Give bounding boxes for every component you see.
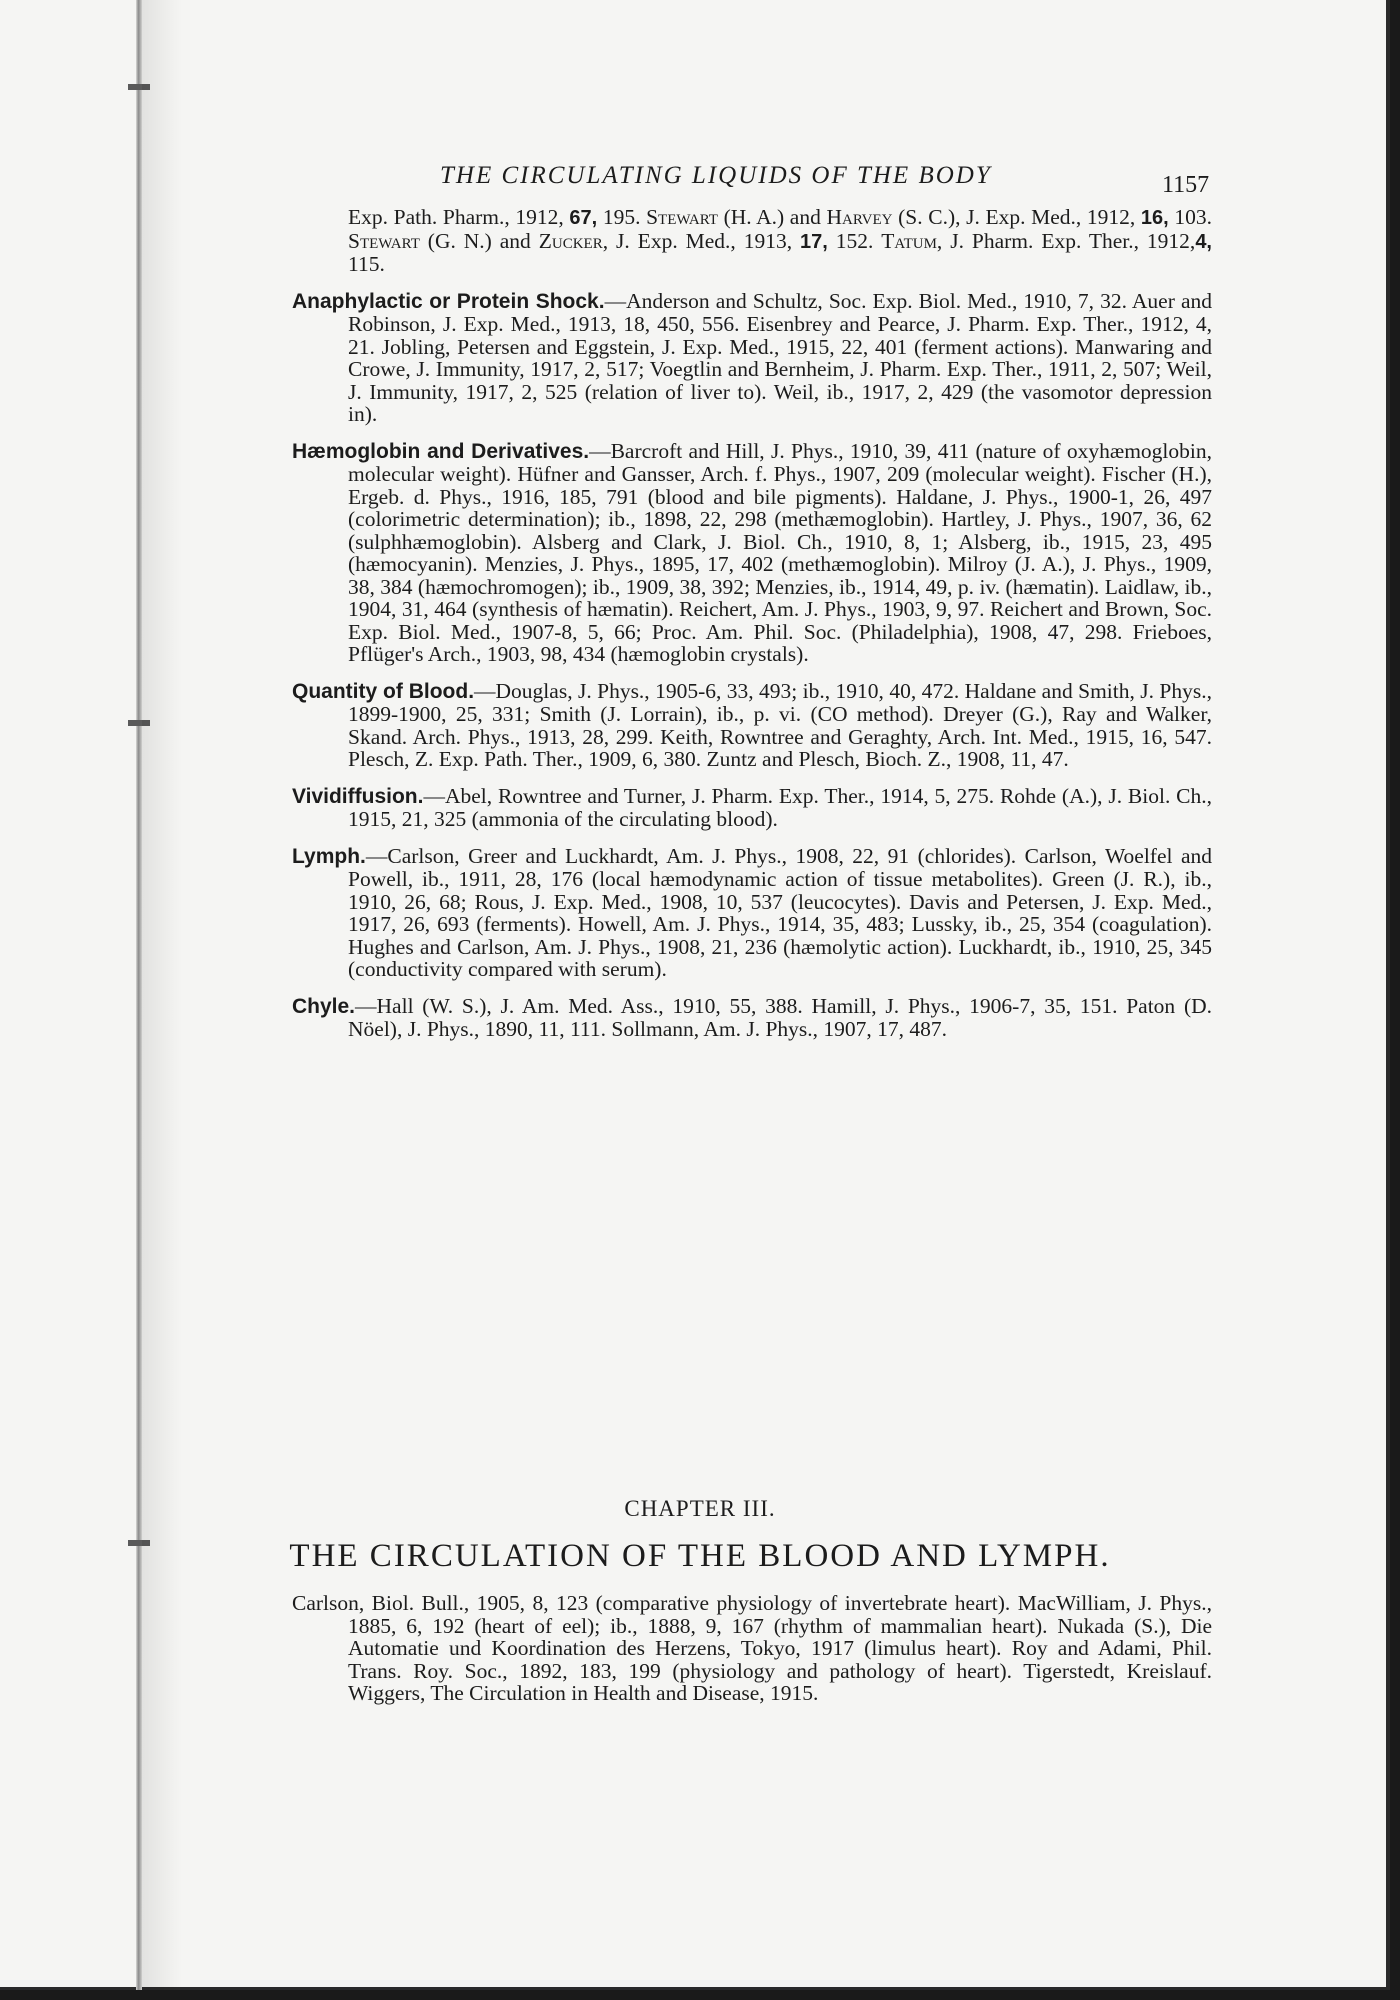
ref-volume: 16, — [1140, 207, 1169, 229]
ref-text: and — [784, 205, 827, 229]
chapter-reference-entry: Carlson, Biol. Bull., 1905, 8, 123 (comparative physiology of invertebrate heart). MacWilliam, J. Phys., 1885, 6, 192 (heart of eel); ib., 1888, 9, 167 (rhythm of mammalian heart). Nukada (S.), Die Automatie und Koordination des Herzens, Tokyo, 1917 (limulus heart). Roy and Adami, Phil. Trans. Roy. Soc., 1892, 183, 199 (physiology and pathology of heart). Tigerstedt, Kreislauf. Wiggers, The Circulation in Health and Disease, 1915. — [292, 1591, 1212, 1705]
reference-continuation — [292, 206, 1212, 276]
ref-volume: 17, — [800, 230, 828, 253]
section-body: —Anderson and Schultz, Soc. Exp. Biol. Med., 1910, 7, 32. Auer and Robinson, J. Exp. Med., 1913, 18, 450, 556. Eisenbrey and Pearce, J. Pharm. Exp. Ther., 1912, 4, 21. Jobling, Petersen and Eggstein, J. Exp. Med., 1915, 22, 401 (ferment actions). Manwaring and Crowe, J. Immunity, 1917, 2, 517; Voegtlin and Bernheim, J. Pharm. Exp. Ther., 1911, 2, 507; Weil, J. Immunity, 1917, 2, 525 (relation of liver to). Weil, ib., 1917, 2, 429 (the vasomotor depression in). — [348, 288, 1212, 426]
section-vividiffusion — [292, 785, 1212, 831]
ref-text: , J. Pharm. Exp. Ther., 1912, — [936, 228, 1196, 253]
ref-author: Stewart (G. N.) — [348, 228, 492, 253]
section-lymph — [292, 845, 1212, 981]
running-head: THE CIRCULATING LIQUIDS OF THE BODY — [440, 162, 992, 189]
section-heading: Quantity of Blood. — [292, 679, 475, 703]
ref-text: and — [491, 228, 539, 253]
section-quantity-of-blood — [292, 680, 1212, 771]
section-heading: Lymph. — [292, 844, 366, 868]
section-body: —Carlson, Greer and Luckhardt, Am. J. Phys., 1908, 22, 91 (chlorides). Carlson, Woelfel and Powell, ib., 1911, 28, 176 (local hæmodynamic action of tissue metabolites). Green (J. R.), ib., 1910, 26, 68; Rous, J. Exp. Med., 1908, 10, 537 (leucocytes). Davis and Petersen, J. Exp. Med., 1917, 26, 693 (ferments). Howell, Am. J. Phys., 1914, 35, 483; Lussky, ib., 25, 354 (coagulation). Hughes and Carlson, Am. J. Phys., 1908, 21, 236 (hæmolytic action). Luckhardt, ib., 1910, 25, 345 (conductivity compared with serum). — [348, 843, 1212, 981]
ref-volume: 67, — [569, 207, 598, 229]
section-heading: Vividiffusion. — [292, 784, 424, 808]
ref-author: Stewart (H. A.) — [646, 205, 785, 229]
section-body: —Douglas, J. Phys., 1905-6, 33, 493; ib., 1910, 40, 472. Haldane and Smith, J. Phys., 1899-1900, 25, 331; Smith (J. Lorrain), ib., p. vi. (CO method). Dreyer (G.), Ray and Walker, Skand. Arch. Phys., 1913, 28, 299. Keith, Rowntree and Geraghty, Arch. Int. Med., 1915, 16, 547. Plesch, Z. Exp. Path. Ther., 1909, 6, 380. Zuntz and Plesch, Bioch. Z., 1908, 11, 47. — [348, 678, 1212, 771]
section-body: —Barcroft and Hill, J. Phys., 1910, 39, 411 (nature of oxyhæmoglobin, molecular weight). Hüfner and Gansser, Arch. f. Phys., 1907, 209 (molecular weight). Fischer (H.), Ergeb. d. Phys., 1916, 185, 791 (blood and bile pigments). Haldane, J. Phys., 1900-1, 26, 497 (colorimetric determination); ib., 1898, 22, 298 (methæmoglobin). Hartley, J. Phys., 1907, 36, 62 (sulphhæmoglobin). Alsberg and Clark, J. Biol. Ch., 1910, 8, 1; Alsberg, ib., 1915, 23, 495 (hæmocyanin). Menzies, J. Phys., 1895, 17, 402 (methæmoglobin). Milroy (J. A.), J. Phys., 1909, 38, 384 (hæmochromogen); ib., 1909, 38, 392; Menzies, ib., 1914, 49, p. iv. (hæmatin). Laidlaw, ib., 1904, 31, 464 (synthesis of hæmatin). Reichert, Am. J. Phys., 1903, 9, 97. Reichert and Brown, Soc. Exp. Biol. Med., 1907-8, 5, 66; Proc. Am. Phil. Soc. (Philadelphia), 1908, 47, 298. Frieboes, Pflüger's Arch., 1903, 98, 434 (hæmoglobin crystals). — [348, 438, 1212, 666]
section-anaphylactic — [292, 290, 1212, 426]
chapter-references — [292, 1592, 1212, 1719]
ref-text: 152. — [827, 228, 882, 253]
section-body: —Abel, Rowntree and Turner, J. Pharm. Exp. Ther., 1914, 5, 275. Rohde (A.), J. Biol. Ch., 1915, 21, 325 (ammonia of the circulating blood). — [348, 783, 1212, 831]
section-body: —Hall (W. S.), J. Am. Med. Ass., 1910, 55, 388. Hamill, J. Phys., 1906-7, 35, 151. Paton (D. Nöel), J. Phys., 1890, 11, 111. Sollmann, Am. J. Phys., 1907, 17, 487. — [348, 993, 1212, 1041]
section-heading: Anaphylactic or Protein Shock. — [292, 289, 605, 313]
section-heading: Chyle. — [292, 994, 356, 1018]
ref-author: Harvey (S. C.) — [826, 205, 956, 229]
ref-text: 115. — [348, 252, 385, 276]
ref-text: Exp. Path. Pharm., 1912, — [348, 205, 570, 229]
ref-text: 195. — [597, 205, 647, 229]
ref-text: , J. Exp. Med., 1913, — [602, 228, 800, 253]
chapter-label: CHAPTER III. — [624, 1496, 776, 1521]
section-haemoglobin — [292, 440, 1212, 666]
ref-author: Tatum — [881, 228, 937, 253]
chapter-title: THE CIRCULATION OF THE BLOOD AND LYMPH. — [289, 1538, 1111, 1574]
page-shadow — [142, 0, 182, 1990]
ref-author: Zucker — [538, 228, 603, 253]
section-heading: Hæmoglobin and Derivatives. — [292, 439, 590, 463]
ref-volume: 4, — [1195, 230, 1212, 253]
page-number: 1157 — [1162, 172, 1210, 198]
ref-text: 103. — [1168, 205, 1212, 229]
reference-list — [292, 206, 1212, 1055]
section-chyle — [292, 995, 1212, 1041]
ref-text: , J. Exp. Med., 1912, — [955, 205, 1141, 229]
